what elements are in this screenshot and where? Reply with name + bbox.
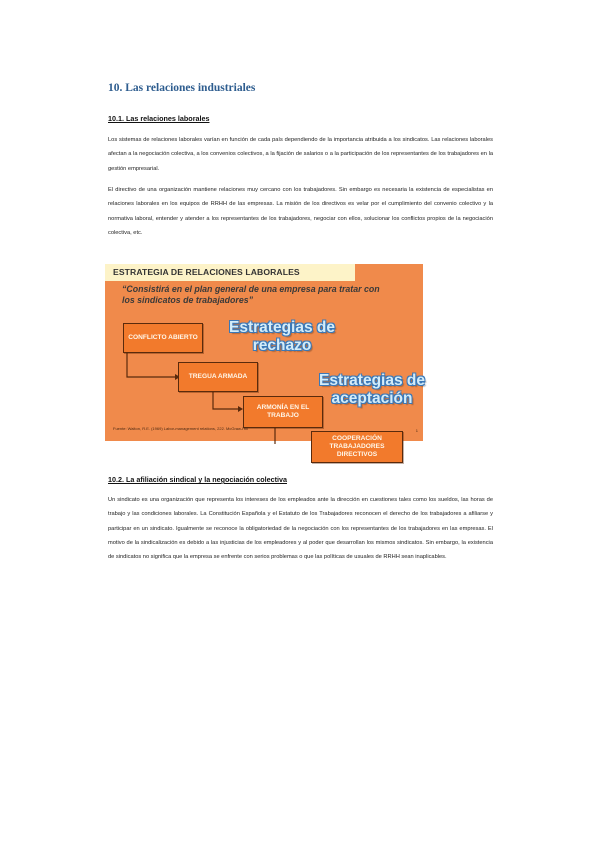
strategy-figure (105, 264, 425, 458)
label-estrategias-aceptacion: Estrategias de aceptación (319, 372, 425, 407)
box-cooperacion: COOPERACIÓN TRABAJADORES DIRECTIVOS (311, 431, 403, 463)
box-tregua-armada: TREGUA ARMADA (178, 362, 258, 392)
paragraph-3: Un sindicato es una organización que representa los intereses de los empleados ante la dirección en cuestiones tales como los sueldos, las horas de trabajo y las condiciones laborales. La Constitución Española y el Estatuto de los Trabajadores reconocen el derecho de los trabajadores a afiliarse y participar en un sindicato. Igualmente se reconoce la obligatoriedad de la negociación con los representantes de los trabajadores en las empresas. El motivo de la sindicalización es debido a las injusticias de los empleadores y al poder que desarrollan los mismos sindicatos. Sin embargo, la existencia de sindicatos no significa que la empresa se enfrente con serios problemas o que las políticas de usuales de RRHH sean inaplicables. (108, 497, 493, 561)
figure-title: ESTRATEGIA DE RELACIONES LABORALES (113, 267, 300, 277)
box-armonia-trabajo: ARMONÍA EN EL TRABAJO (243, 396, 323, 428)
paragraph-2: El directivo de una organización mantiene relaciones muy cercano con los trabajadores. Sin embargo es necesaria la existencia de especialistas en relaciones laborales en los equipos de RRHH de las empresas. La misión de los directivos es velar por el cumplimiento del convenio colectivo y la normativa laboral, entender y atender a los representantes de los trabajadores, negociar con ellos, solucionar los conflictos propios de la negociación colectiva, etc. (108, 187, 493, 236)
label-estrategias-rechazo: Estrategias de rechazo (229, 319, 335, 354)
section-heading-1: 10.1. Las relaciones laborales (108, 114, 210, 123)
chapter-title: 10. Las relaciones industriales (108, 82, 256, 94)
section-heading-2: 10.2. La afiliación sindical y la negociación colectiva (108, 475, 287, 484)
figure-quote: “Consistirá en el plan general de una empresa para tratar con los sindicatos de trabajadores” (122, 284, 380, 305)
figure-page-number: 1 (415, 428, 418, 433)
paragraph-1: Los sistemas de relaciones laborales varían en función de cada país dependiendo de la importancia atribuida a los sindicatos. Las relaciones laborales afectan a la negociación colectiva, a los convenios colectivos, a la fijación de salarios o a la participación de los representantes de los trabajadores en la gestión empresarial. (108, 137, 493, 172)
figure-source: Fuente: Walton, R.E. (1969) Labor-management relations, 222. McGraw-Hill (113, 426, 248, 431)
box-conflicto-abierto: CONFLICTO ABIERTO (123, 323, 203, 353)
